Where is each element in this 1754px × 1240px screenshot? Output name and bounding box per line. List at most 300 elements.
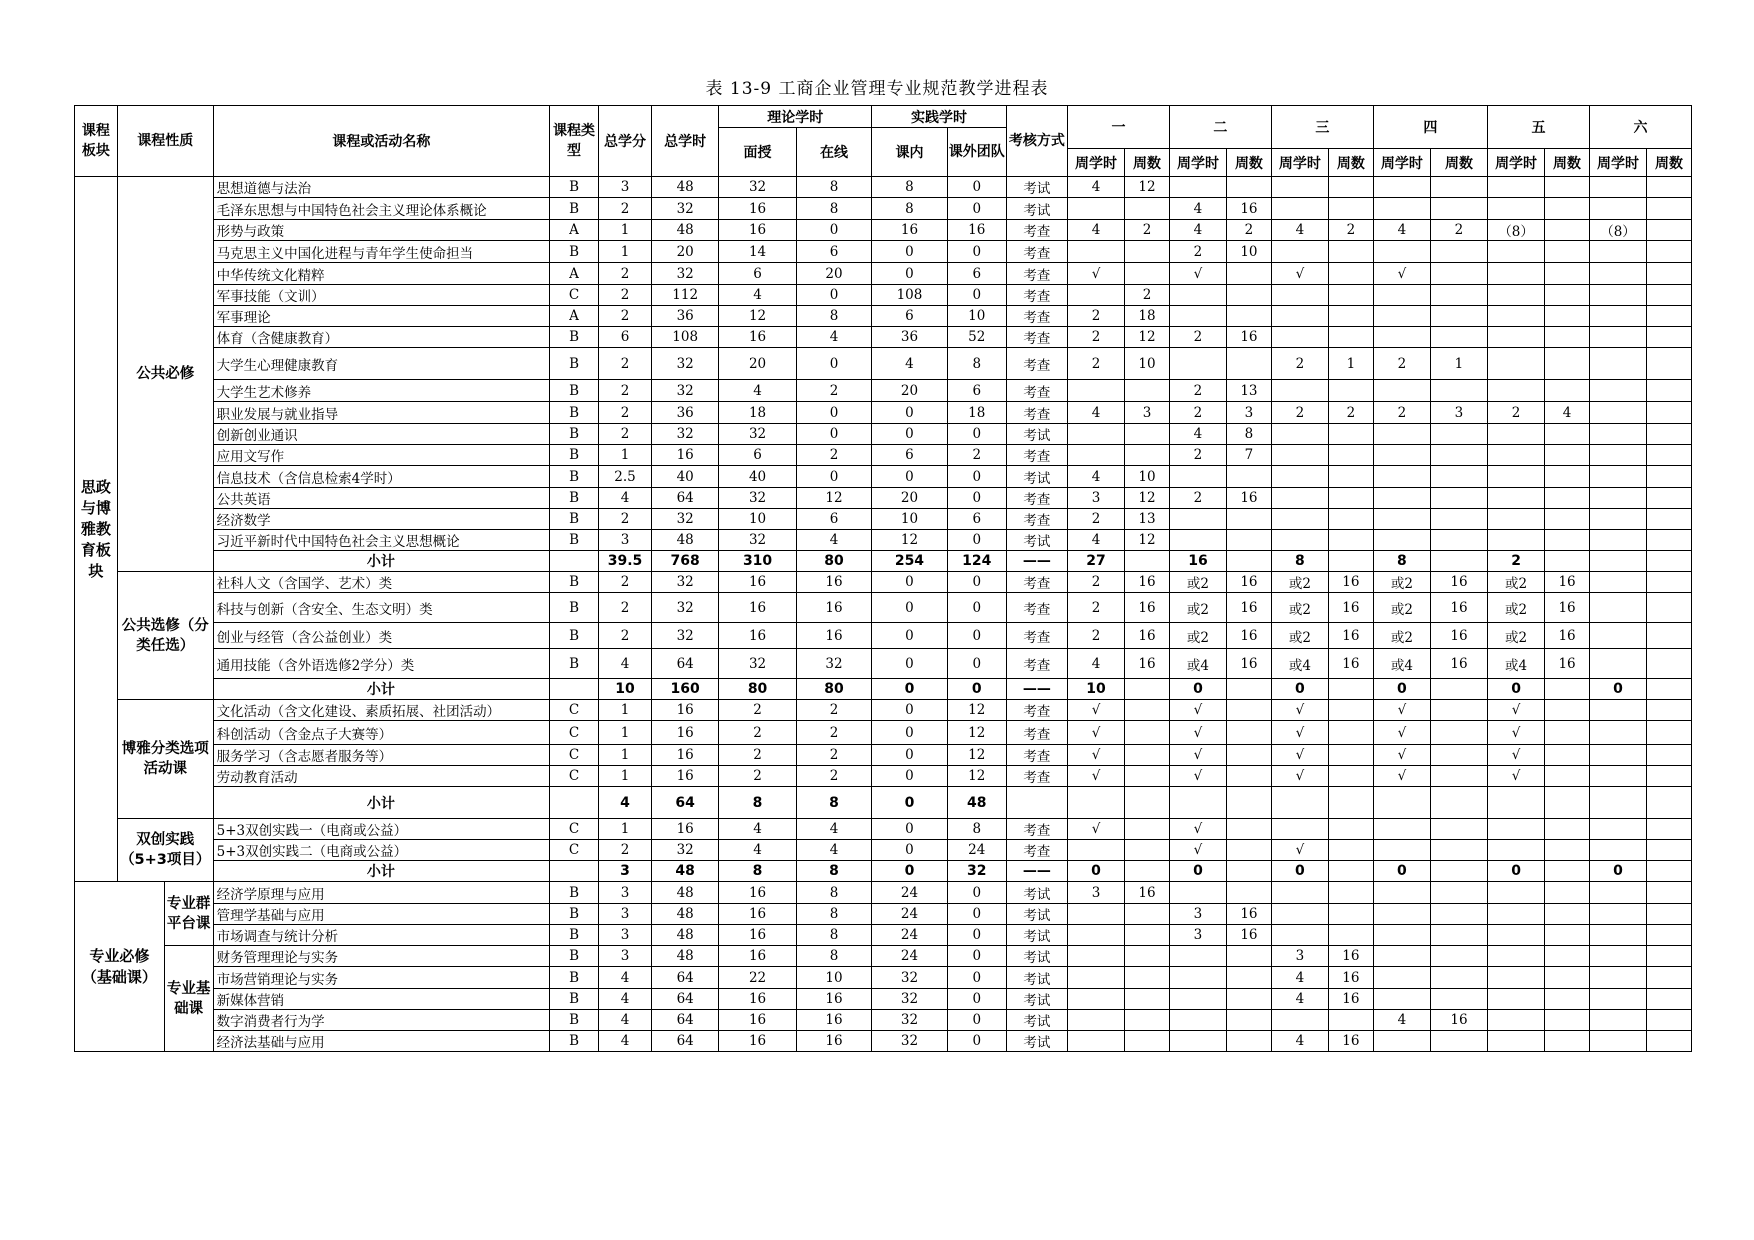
table-row xyxy=(75,721,1692,745)
t6-weekly: 0 xyxy=(1589,679,1646,700)
t4-weekly: 或2 xyxy=(1373,593,1430,623)
t6-weekly xyxy=(1589,593,1646,623)
t3-weeks xyxy=(1328,679,1373,700)
practice-in: 0 xyxy=(872,649,947,679)
t5-weekly xyxy=(1488,488,1545,509)
t5-weeks: 4 xyxy=(1545,402,1590,424)
course-name: 5+3双创实践一（电商或公益） xyxy=(213,819,549,840)
t1-weeks xyxy=(1125,721,1170,745)
t6-weekly xyxy=(1589,1010,1646,1031)
course-type: B xyxy=(550,445,599,466)
practice-team: 8 xyxy=(947,819,1006,840)
t2-weeks xyxy=(1227,177,1272,198)
t4-weekly xyxy=(1373,177,1430,198)
t4-weekly xyxy=(1373,198,1430,220)
t5-weeks xyxy=(1545,861,1590,882)
t6-weekly xyxy=(1589,925,1646,946)
t1-weeks xyxy=(1125,424,1170,445)
t3-weekly xyxy=(1271,488,1328,509)
t3-weeks: 16 xyxy=(1328,593,1373,623)
t2-weekly: 2 xyxy=(1169,241,1226,263)
t2-weekly: 3 xyxy=(1169,904,1226,925)
course-name: 中华传统文化精粹 xyxy=(213,263,549,285)
t1-weekly: 4 xyxy=(1067,402,1124,424)
t1-weekly xyxy=(1067,925,1124,946)
t6-weeks xyxy=(1647,700,1692,721)
course-type: B xyxy=(550,466,599,488)
t3-weekly: 0 xyxy=(1271,679,1328,700)
credits: 2.5 xyxy=(599,466,652,488)
teaching-schedule-table xyxy=(74,105,1692,1052)
credits: 2 xyxy=(599,306,652,327)
table-row xyxy=(75,766,1692,787)
exam-method: 考查 xyxy=(1006,840,1067,861)
theory-face: 16 xyxy=(719,925,796,946)
t5-weekly xyxy=(1488,989,1545,1010)
practice-in: 0 xyxy=(872,424,947,445)
credits: 3 xyxy=(599,177,652,198)
t1-weeks: 2 xyxy=(1125,285,1170,306)
practice-team: 16 xyxy=(947,220,1006,241)
table-row xyxy=(75,380,1692,402)
t1-weeks xyxy=(1125,241,1170,263)
practice-in: 0 xyxy=(872,861,947,882)
credits: 2 xyxy=(599,198,652,220)
t6-weeks xyxy=(1647,348,1692,380)
credits: 1 xyxy=(599,819,652,840)
t3-weekly xyxy=(1271,424,1328,445)
t2-weeks xyxy=(1227,989,1272,1010)
t1-weekly xyxy=(1067,967,1124,989)
total-hours: 16 xyxy=(652,745,719,766)
exam-method: 考查 xyxy=(1006,623,1067,649)
course-name: 马克思主义中国化进程与青年学生使命担当 xyxy=(213,241,549,263)
t4-weeks xyxy=(1430,445,1487,466)
t3-weeks xyxy=(1328,787,1373,819)
t3-weekly xyxy=(1271,882,1328,904)
t5-weekly xyxy=(1488,1031,1545,1052)
exam-method: 考查 xyxy=(1006,700,1067,721)
t3-weekly: √ xyxy=(1271,263,1328,285)
t2-weeks xyxy=(1227,946,1272,967)
t1-weeks: 16 xyxy=(1125,882,1170,904)
t4-weeks xyxy=(1430,904,1487,925)
t2-weeks: 13 xyxy=(1227,380,1272,402)
t1-weeks xyxy=(1125,263,1170,285)
t3-weeks: 16 xyxy=(1328,1031,1373,1052)
t4-weeks xyxy=(1430,819,1487,840)
t1-weeks: 16 xyxy=(1125,572,1170,593)
t6-weeks xyxy=(1647,840,1692,861)
t6-weekly xyxy=(1589,967,1646,989)
theory-online: 8 xyxy=(796,861,871,882)
header-block: 课程板块 xyxy=(75,106,118,177)
t1-weekly xyxy=(1067,840,1124,861)
t4-weekly: 0 xyxy=(1373,679,1430,700)
theory-online: 16 xyxy=(796,1010,871,1031)
credits: 4 xyxy=(599,787,652,819)
table-row xyxy=(75,593,1692,623)
course-name: 小计 xyxy=(213,787,549,819)
t5-weekly: 0 xyxy=(1488,861,1545,882)
practice-team: 0 xyxy=(947,593,1006,623)
t4-weeks xyxy=(1430,327,1487,348)
t4-weeks xyxy=(1430,700,1487,721)
course-type: B xyxy=(550,177,599,198)
exam-method: 考查 xyxy=(1006,721,1067,745)
t6-weeks xyxy=(1647,861,1692,882)
t2-weekly xyxy=(1169,989,1226,1010)
t5-weekly xyxy=(1488,882,1545,904)
table-row xyxy=(75,572,1692,593)
credits: 2 xyxy=(599,623,652,649)
t5-weeks xyxy=(1545,840,1590,861)
t1-weeks xyxy=(1125,989,1170,1010)
table-header xyxy=(75,106,1692,177)
t6-weeks xyxy=(1647,745,1692,766)
course-name: 体育（含健康教育） xyxy=(213,327,549,348)
practice-in: 0 xyxy=(872,623,947,649)
practice-team: 0 xyxy=(947,198,1006,220)
t2-weekly: 2 xyxy=(1169,402,1226,424)
t3-weeks: 16 xyxy=(1328,649,1373,679)
t2-weeks xyxy=(1227,679,1272,700)
credits: 3 xyxy=(599,861,652,882)
t3-weeks xyxy=(1328,466,1373,488)
t1-weeks xyxy=(1125,198,1170,220)
course-type: B xyxy=(550,327,599,348)
table-row xyxy=(75,623,1692,649)
practice-team: 10 xyxy=(947,306,1006,327)
practice-team: 6 xyxy=(947,509,1006,530)
t1-weekly: √ xyxy=(1067,263,1124,285)
table-row xyxy=(75,509,1692,530)
t4-weeks xyxy=(1430,861,1487,882)
total-hours: 64 xyxy=(652,787,719,819)
course-name: 经济法基础与应用 xyxy=(213,1031,549,1052)
t2-weeks: 16 xyxy=(1227,327,1272,348)
t1-weekly xyxy=(1067,989,1124,1010)
t1-weeks: 10 xyxy=(1125,348,1170,380)
exam-method: 考试 xyxy=(1006,946,1067,967)
t1-weekly: 2 xyxy=(1067,572,1124,593)
t2-weekly xyxy=(1169,466,1226,488)
t6-weekly xyxy=(1589,819,1646,840)
t6-weeks xyxy=(1647,424,1692,445)
t4-weeks: 16 xyxy=(1430,649,1487,679)
course-type: B xyxy=(550,623,599,649)
theory-online: 8 xyxy=(796,787,871,819)
exam-method: 考查 xyxy=(1006,488,1067,509)
table-row xyxy=(75,745,1692,766)
group-public-elective: 公共选修（分类任选） xyxy=(117,572,213,700)
course-type: A xyxy=(550,306,599,327)
theory-online: 2 xyxy=(796,380,871,402)
t6-weeks xyxy=(1647,721,1692,745)
practice-in: 12 xyxy=(872,530,947,551)
theory-face: 16 xyxy=(719,220,796,241)
practice-in: 20 xyxy=(872,380,947,402)
total-hours: 32 xyxy=(652,263,719,285)
course-name: 公共英语 xyxy=(213,488,549,509)
course-name: 社科人文（含国学、艺术）类 xyxy=(213,572,549,593)
credits: 4 xyxy=(599,967,652,989)
t4-weekly xyxy=(1373,530,1430,551)
exam-method: 考查 xyxy=(1006,649,1067,679)
practice-team: 6 xyxy=(947,263,1006,285)
course-name: 新媒体营销 xyxy=(213,989,549,1010)
t3-weekly: 8 xyxy=(1271,551,1328,572)
t3-weeks: 16 xyxy=(1328,946,1373,967)
total-hours: 64 xyxy=(652,649,719,679)
t4-weekly xyxy=(1373,840,1430,861)
course-type: B xyxy=(550,509,599,530)
course-type: B xyxy=(550,649,599,679)
practice-in: 0 xyxy=(872,402,947,424)
t3-weeks xyxy=(1328,488,1373,509)
theory-face: 16 xyxy=(719,946,796,967)
header-weeks: 周数 xyxy=(1125,149,1170,177)
t5-weeks xyxy=(1545,787,1590,819)
t5-weekly xyxy=(1488,967,1545,989)
theory-online: 4 xyxy=(796,530,871,551)
t4-weekly: √ xyxy=(1373,721,1430,745)
table-row xyxy=(75,445,1692,466)
theory-online: 0 xyxy=(796,285,871,306)
t2-weekly xyxy=(1169,177,1226,198)
t2-weeks xyxy=(1227,745,1272,766)
t2-weekly xyxy=(1169,348,1226,380)
t2-weekly: 或4 xyxy=(1169,649,1226,679)
t6-weekly xyxy=(1589,766,1646,787)
table-row xyxy=(75,263,1692,285)
table-row xyxy=(75,306,1692,327)
t1-weekly: 3 xyxy=(1067,882,1124,904)
practice-team: 0 xyxy=(947,882,1006,904)
theory-face: 16 xyxy=(719,198,796,220)
t3-weekly: 2 xyxy=(1271,348,1328,380)
t6-weekly: 0 xyxy=(1589,861,1646,882)
t3-weeks xyxy=(1328,766,1373,787)
t4-weekly: 4 xyxy=(1373,220,1430,241)
t1-weekly: 2 xyxy=(1067,623,1124,649)
t3-weeks xyxy=(1328,177,1373,198)
total-hours: 36 xyxy=(652,306,719,327)
total-hours: 64 xyxy=(652,1031,719,1052)
t1-weekly: 4 xyxy=(1067,177,1124,198)
exam-method: 考试 xyxy=(1006,1031,1067,1052)
total-hours: 36 xyxy=(652,402,719,424)
t1-weeks: 10 xyxy=(1125,466,1170,488)
practice-team: 0 xyxy=(947,904,1006,925)
t4-weeks: 3 xyxy=(1430,402,1487,424)
t2-weekly: √ xyxy=(1169,819,1226,840)
t1-weekly xyxy=(1067,241,1124,263)
t4-weekly xyxy=(1373,509,1430,530)
credits: 4 xyxy=(599,488,652,509)
course-name: 科技与创新（含安全、生态文明）类 xyxy=(213,593,549,623)
course-type: C xyxy=(550,840,599,861)
t6-weekly xyxy=(1589,445,1646,466)
t4-weeks: 16 xyxy=(1430,593,1487,623)
t5-weeks xyxy=(1545,263,1590,285)
course-name: 服务学习（含志愿者服务等） xyxy=(213,745,549,766)
practice-team: 0 xyxy=(947,679,1006,700)
t5-weekly: 或4 xyxy=(1488,649,1545,679)
t4-weeks: 16 xyxy=(1430,1010,1487,1031)
t1-weeks xyxy=(1125,819,1170,840)
t5-weekly: √ xyxy=(1488,700,1545,721)
practice-team: 6 xyxy=(947,380,1006,402)
table-row xyxy=(75,925,1692,946)
t6-weekly xyxy=(1589,946,1646,967)
t4-weekly: 2 xyxy=(1373,402,1430,424)
table-row xyxy=(75,819,1692,840)
practice-team: 24 xyxy=(947,840,1006,861)
t6-weeks xyxy=(1647,649,1692,679)
theory-face: 16 xyxy=(719,989,796,1010)
t4-weekly xyxy=(1373,424,1430,445)
t6-weekly xyxy=(1589,572,1646,593)
t1-weeks: 16 xyxy=(1125,623,1170,649)
theory-face: 32 xyxy=(719,530,796,551)
t4-weekly: 8 xyxy=(1373,551,1430,572)
t2-weeks xyxy=(1227,840,1272,861)
t5-weeks xyxy=(1545,1010,1590,1031)
t2-weekly: √ xyxy=(1169,840,1226,861)
t2-weekly: √ xyxy=(1169,745,1226,766)
t5-weekly xyxy=(1488,925,1545,946)
t1-weekly xyxy=(1067,946,1124,967)
t3-weekly xyxy=(1271,177,1328,198)
t2-weekly: √ xyxy=(1169,766,1226,787)
course-name: 文化活动（含文化建设、素质拓展、社团活动） xyxy=(213,700,549,721)
t4-weeks xyxy=(1430,679,1487,700)
t5-weekly: √ xyxy=(1488,721,1545,745)
header-term-1: 一 xyxy=(1067,106,1169,149)
theory-online: 12 xyxy=(796,488,871,509)
header-weeks: 周数 xyxy=(1328,149,1373,177)
course-type: C xyxy=(550,721,599,745)
theory-online: 0 xyxy=(796,402,871,424)
t5-weekly: （8） xyxy=(1488,220,1545,241)
course-name: 通用技能（含外语选修2学分）类 xyxy=(213,649,549,679)
t5-weekly: 或2 xyxy=(1488,593,1545,623)
t5-weekly xyxy=(1488,530,1545,551)
t2-weekly: 4 xyxy=(1169,220,1226,241)
course-type: B xyxy=(550,348,599,380)
t4-weeks xyxy=(1430,198,1487,220)
theory-face: 22 xyxy=(719,967,796,989)
t6-weekly xyxy=(1589,263,1646,285)
total-hours: 32 xyxy=(652,509,719,530)
theory-online: 0 xyxy=(796,424,871,445)
course-type: B xyxy=(550,488,599,509)
t3-weekly: √ xyxy=(1271,840,1328,861)
t3-weeks xyxy=(1328,241,1373,263)
t5-weeks xyxy=(1545,721,1590,745)
t6-weeks xyxy=(1647,766,1692,787)
t3-weekly xyxy=(1271,509,1328,530)
credits: 3 xyxy=(599,904,652,925)
theory-face: 8 xyxy=(719,787,796,819)
theory-face: 16 xyxy=(719,1010,796,1031)
table-row xyxy=(75,1031,1692,1052)
practice-team: 12 xyxy=(947,721,1006,745)
t5-weekly xyxy=(1488,424,1545,445)
t3-weekly xyxy=(1271,530,1328,551)
table-row xyxy=(75,466,1692,488)
t6-weeks xyxy=(1647,946,1692,967)
table-row xyxy=(75,649,1692,679)
exam-method: 考试 xyxy=(1006,925,1067,946)
t3-weeks xyxy=(1328,745,1373,766)
t2-weeks: 10 xyxy=(1227,241,1272,263)
t4-weekly xyxy=(1373,989,1430,1010)
exam-method: 考查 xyxy=(1006,572,1067,593)
header-term-3: 三 xyxy=(1271,106,1373,149)
exam-method: 考查 xyxy=(1006,327,1067,348)
t4-weeks xyxy=(1430,721,1487,745)
t5-weekly: 2 xyxy=(1488,402,1545,424)
t1-weeks xyxy=(1125,1031,1170,1052)
theory-online: 8 xyxy=(796,306,871,327)
t3-weekly xyxy=(1271,466,1328,488)
practice-in: 8 xyxy=(872,177,947,198)
table-title: 表 13-9 工商企业管理专业规范教学进程表 xyxy=(705,79,1049,99)
total-hours: 32 xyxy=(652,380,719,402)
t5-weekly: 或2 xyxy=(1488,623,1545,649)
header-term-6: 六 xyxy=(1589,106,1691,149)
practice-in: 0 xyxy=(872,819,947,840)
total-hours: 40 xyxy=(652,466,719,488)
t3-weekly: 或4 xyxy=(1271,649,1328,679)
course-type: B xyxy=(550,424,599,445)
total-hours: 108 xyxy=(652,327,719,348)
total-hours: 32 xyxy=(652,840,719,861)
group-public-required: 公共必修 xyxy=(117,177,213,572)
theory-face: 16 xyxy=(719,623,796,649)
table-row xyxy=(75,530,1692,551)
t6-weekly xyxy=(1589,509,1646,530)
t4-weekly: √ xyxy=(1373,263,1430,285)
t4-weekly: 或4 xyxy=(1373,649,1430,679)
total-hours: 48 xyxy=(652,882,719,904)
t4-weeks xyxy=(1430,787,1487,819)
table-row xyxy=(75,220,1692,241)
t2-weeks xyxy=(1227,766,1272,787)
t1-weeks: 12 xyxy=(1125,327,1170,348)
t6-weekly xyxy=(1589,1031,1646,1052)
theory-online: 2 xyxy=(796,766,871,787)
group-innovation-practice: 双创实践（5+3项目） xyxy=(117,819,213,882)
header-practice-in: 课内 xyxy=(872,128,947,177)
t6-weeks xyxy=(1647,530,1692,551)
exam-method: 考查 xyxy=(1006,593,1067,623)
t2-weekly: 2 xyxy=(1169,327,1226,348)
t4-weekly xyxy=(1373,819,1430,840)
t6-weeks xyxy=(1647,1031,1692,1052)
header-weekly-hours: 周学时 xyxy=(1488,149,1545,177)
t2-weeks xyxy=(1227,348,1272,380)
credits: 4 xyxy=(599,989,652,1010)
t1-weekly: 4 xyxy=(1067,530,1124,551)
block-ideology-liberal-arts: 思政与博雅教育板块 xyxy=(75,177,118,882)
t1-weekly: √ xyxy=(1067,700,1124,721)
t1-weeks xyxy=(1125,840,1170,861)
t5-weeks xyxy=(1545,745,1590,766)
course-name: 财务管理理论与实务 xyxy=(213,946,549,967)
